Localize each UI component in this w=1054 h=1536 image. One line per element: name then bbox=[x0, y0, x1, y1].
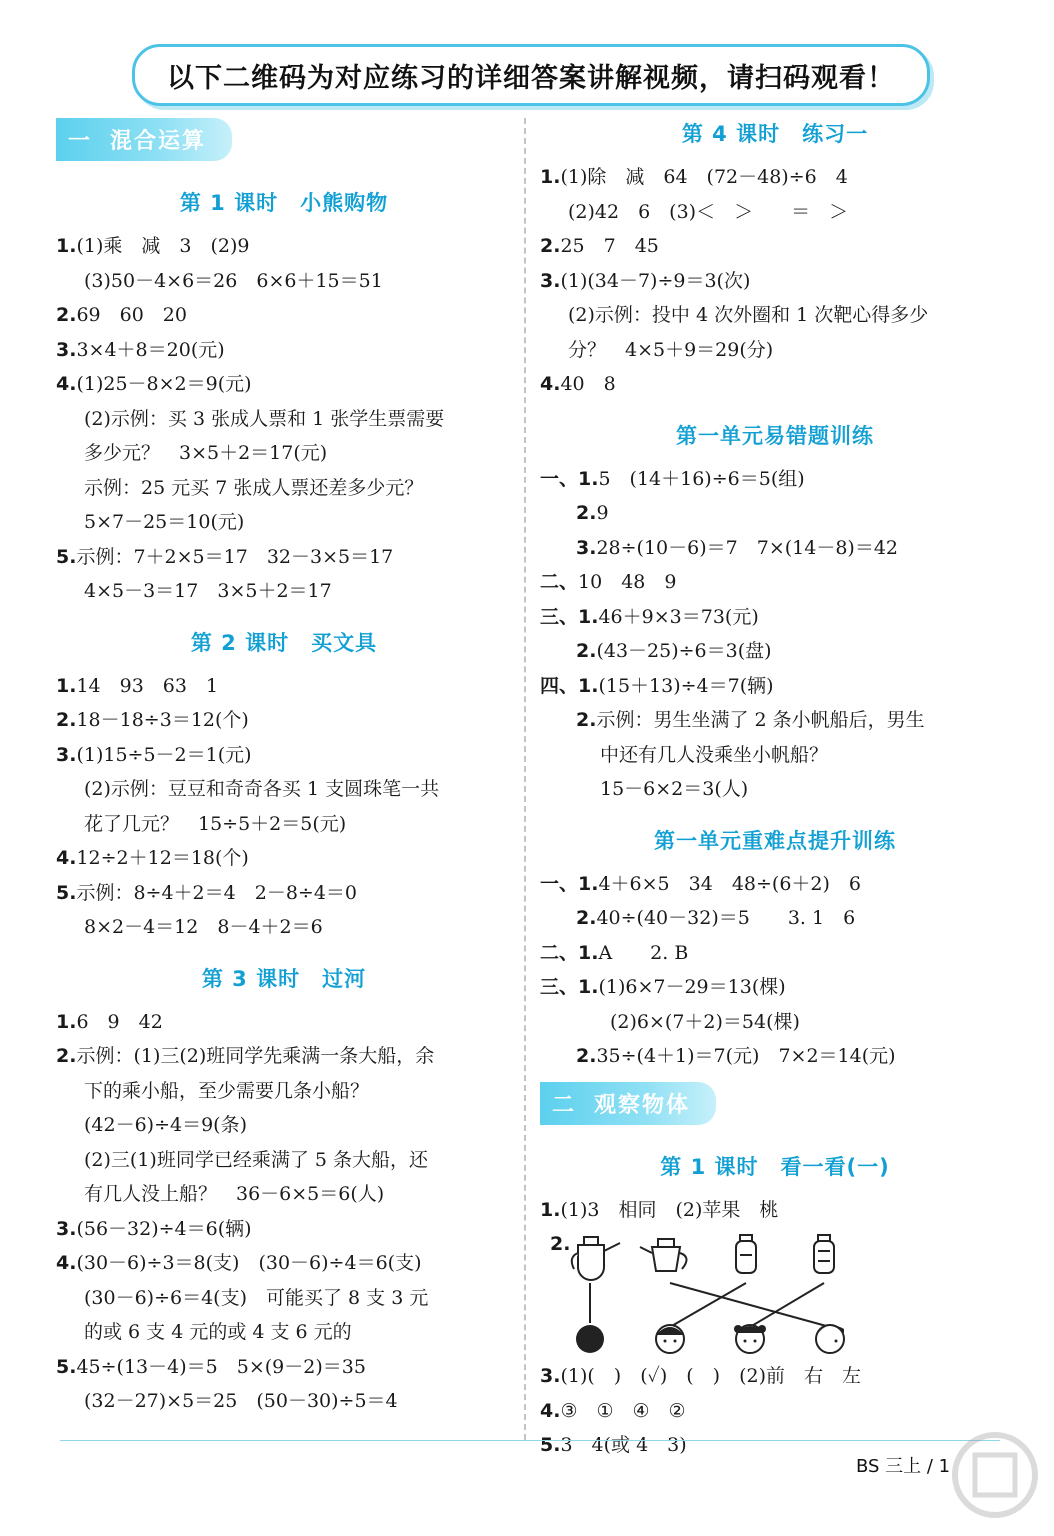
lesson-title: 第 2 课时 买文具 bbox=[190, 630, 378, 655]
answer-line bbox=[56, 505, 512, 540]
question-number: 二、 bbox=[540, 571, 579, 593]
answer-text: 中还有几人没乘坐小帆船？ bbox=[600, 743, 829, 766]
answer-line bbox=[56, 367, 512, 402]
question-number: 3. bbox=[56, 338, 77, 361]
answer-text: (2)三(1)班同学已经乘满了 5 条大船，还 bbox=[84, 1148, 428, 1171]
answer-text: 28÷(10－6)＝7 7×(14－8)＝42 bbox=[596, 536, 899, 559]
lesson-title: 第 1 课时 看一看(一) bbox=[660, 1154, 890, 1179]
teapot-children-svg bbox=[540, 1227, 1010, 1359]
unit-number: 二 bbox=[552, 1092, 577, 1118]
answer-line bbox=[56, 1039, 512, 1074]
question-number: 4. bbox=[56, 1252, 77, 1274]
question-number: 5. bbox=[56, 545, 77, 568]
lesson-answers bbox=[540, 160, 1010, 402]
answer-text: 分？ 4×5＋9＝29(分) bbox=[568, 338, 774, 361]
answer-line bbox=[540, 901, 1010, 936]
lesson-title: 第 4 课时 练习一 bbox=[681, 122, 869, 146]
answer-text: 4×5－3＝17 3×5＋2＝17 bbox=[84, 580, 332, 602]
answer-line bbox=[540, 669, 1010, 704]
answer-text: (2)6×(7＋2)＝54(棵) bbox=[610, 1010, 800, 1033]
question-number: 2. bbox=[540, 235, 561, 257]
answer-line bbox=[540, 367, 1010, 402]
answer-text: 多少元？ 3×5＋2＝17(元) bbox=[84, 442, 328, 464]
answer-line bbox=[56, 574, 512, 609]
answer-text: (1)25－8×2＝9(元) bbox=[76, 373, 252, 395]
answer-text: (30－6)÷6＝4(支) 可能买了 8 支 3 元 bbox=[84, 1286, 429, 1309]
answer-text: (56－32)÷4＝6(辆) bbox=[76, 1217, 252, 1240]
teapot-matching-figure bbox=[540, 1227, 1010, 1359]
question-number: 4. bbox=[56, 847, 77, 869]
answer-text: 40÷(40－32)＝5 3. 1 6 bbox=[596, 907, 856, 929]
answer-text: 18－18÷3＝12(个) bbox=[76, 709, 249, 731]
answer-line bbox=[56, 1246, 512, 1281]
answer-line bbox=[540, 867, 1010, 902]
right-column bbox=[540, 110, 1010, 1463]
answer-line bbox=[540, 160, 1010, 195]
answer-line bbox=[540, 333, 1010, 368]
answer-line bbox=[56, 669, 512, 704]
qr-video-banner: 以下二维码为对应练习的详细答案讲解视频，请扫码观看！ bbox=[132, 44, 930, 106]
answer-text: 14 93 63 1 bbox=[76, 674, 219, 697]
teapot-icon bbox=[736, 1235, 756, 1273]
unit-heading-observe-objects bbox=[540, 1082, 716, 1125]
answer-text: (42－6)÷4＝9(条) bbox=[84, 1114, 248, 1136]
answer-line bbox=[56, 1143, 512, 1178]
page-footer: BS 三上 / 1 bbox=[856, 1456, 951, 1477]
answer-text: ③ ① ④ ② bbox=[560, 1399, 686, 1422]
unit-number: 一 bbox=[68, 129, 93, 154]
answer-line bbox=[540, 634, 1010, 669]
answer-text: (1)3 相同 (2)苹果 桃 bbox=[560, 1198, 779, 1221]
answer-text: (3)50－4×6＝26 6×6＋15＝51 bbox=[84, 269, 383, 292]
answer-text: (2)42 6 (3)＜ ＞ ＝ ＞ bbox=[568, 200, 849, 223]
answer-line bbox=[540, 600, 1010, 635]
answer-text: 25 7 45 bbox=[560, 235, 659, 257]
answer-line bbox=[56, 1074, 512, 1109]
answer-text: (1)乘 减 3 (2)9 bbox=[76, 235, 250, 257]
answer-text: 的或 6 支 4 元的或 4 支 6 元的 bbox=[84, 1321, 352, 1343]
answer-text: 10 48 9 bbox=[578, 571, 677, 593]
answer-line bbox=[56, 772, 512, 807]
answer-line bbox=[540, 970, 1010, 1005]
child-back-icon bbox=[576, 1325, 604, 1353]
answer-text: 示例：8÷4＋2＝4 2－8÷4＝0 bbox=[76, 881, 358, 904]
question-number: 三、1. bbox=[540, 605, 599, 628]
lesson-title: 第 3 课时 过河 bbox=[201, 966, 367, 991]
answer-text: 9 bbox=[596, 502, 609, 524]
answer-text: (1)除 减 64 (72－48)÷6 4 bbox=[560, 166, 848, 188]
question-number: 1. bbox=[540, 1198, 561, 1221]
answer-line bbox=[56, 1384, 512, 1419]
question-number: 2. bbox=[576, 502, 597, 524]
answer-line bbox=[56, 841, 512, 876]
question-number: 2. bbox=[576, 640, 597, 662]
unit-heading-mixed-operations bbox=[56, 118, 232, 161]
question-number: 2. bbox=[550, 1233, 571, 1255]
question-number: 2. bbox=[56, 709, 77, 731]
answer-line bbox=[56, 703, 512, 738]
answer-line bbox=[56, 1005, 512, 1040]
answer-text: 花了几元？ 15÷5＋2＝5(元) bbox=[84, 812, 347, 835]
answer-text: (2)示例：买 3 张成人票和 1 张学生票需要 bbox=[84, 407, 445, 430]
answer-text: (2)示例：投中 4 次外圈和 1 次靶心得多少 bbox=[568, 304, 929, 326]
answer-text: 8×2－4＝12 8－4＋2＝6 bbox=[84, 916, 323, 938]
answer-line bbox=[56, 229, 512, 264]
teapot-icon bbox=[814, 1235, 834, 1273]
answer-text: 有几人没上船？ 36－6×5＝6(人) bbox=[84, 1183, 385, 1205]
answer-line bbox=[540, 1005, 1010, 1040]
answer-line bbox=[56, 1212, 512, 1247]
watermark-logo bbox=[940, 1420, 1050, 1530]
answer-text: (2)示例：豆豆和奇奇各买 1 支圆珠笔一共 bbox=[84, 778, 440, 800]
answer-line bbox=[56, 436, 512, 471]
answer-line bbox=[56, 1315, 512, 1350]
lesson-answers bbox=[56, 1005, 512, 1419]
question-number: 一、1. bbox=[540, 467, 599, 490]
answer-text: (30－6)÷3＝8(支) (30－6)÷4＝6(支) bbox=[76, 1252, 422, 1274]
question-number: 一、1. bbox=[540, 872, 599, 895]
answer-line bbox=[540, 703, 1010, 738]
answer-line bbox=[540, 1359, 1010, 1394]
answer-text: 46＋9×3＝73(元) bbox=[598, 605, 759, 628]
answer-line bbox=[540, 462, 1010, 497]
question-number: 4. bbox=[540, 373, 561, 395]
answer-line bbox=[56, 540, 512, 575]
question-number: 5. bbox=[56, 881, 77, 904]
answer-line bbox=[56, 333, 512, 368]
answer-line bbox=[56, 910, 512, 945]
answer-text: 6 9 42 bbox=[76, 1010, 163, 1033]
answer-line bbox=[56, 1108, 512, 1143]
teapot-icon bbox=[572, 1237, 620, 1280]
answer-line bbox=[540, 496, 1010, 531]
answer-line bbox=[540, 1193, 1010, 1228]
unit-title: 混合运算 bbox=[110, 129, 207, 154]
answer-text: 3×4＋8＝20(元) bbox=[76, 338, 225, 361]
answer-text: (1)(34－7)÷9＝3(次) bbox=[560, 269, 751, 292]
answer-text: (32－27)×5＝25 (50－30)÷5＝4 bbox=[84, 1390, 398, 1412]
answer-line bbox=[56, 807, 512, 842]
section-title: 第一单元易错题训练 bbox=[676, 423, 874, 448]
lesson-title: 第 1 课时 小熊购物 bbox=[179, 191, 389, 215]
column-divider bbox=[524, 118, 526, 1440]
answer-text: 40 8 bbox=[560, 373, 616, 395]
question-number: 5. bbox=[540, 1434, 561, 1456]
answer-text: 示例：(1)三(2)班同学先乘满一条大船，余 bbox=[76, 1045, 435, 1067]
answer-text: 3 4(或 4 3) bbox=[560, 1434, 687, 1456]
question-number: 三、1. bbox=[540, 976, 599, 998]
answer-line bbox=[56, 471, 512, 506]
answer-line bbox=[56, 1177, 512, 1212]
answer-text: (1)6×7－29＝13(棵) bbox=[598, 976, 786, 998]
answer-text: A 2. B bbox=[598, 941, 689, 964]
answer-line bbox=[540, 531, 1010, 566]
question-number: 四、1. bbox=[540, 674, 599, 697]
answer-line bbox=[540, 936, 1010, 971]
answer-line bbox=[56, 1281, 512, 1316]
answer-line bbox=[540, 565, 1010, 600]
answer-text: (15＋13)÷4＝7(辆) bbox=[598, 674, 774, 697]
lesson-answers bbox=[56, 229, 512, 609]
question-number: 2. bbox=[576, 907, 597, 929]
question-number: 3. bbox=[576, 536, 597, 559]
answer-text: 5 (14＋16)÷6＝5(组) bbox=[598, 467, 805, 490]
question-number: 3. bbox=[56, 743, 77, 766]
answer-text: 示例：7＋2×5＝17 32－3×5＝17 bbox=[76, 545, 394, 568]
match-line bbox=[750, 1283, 824, 1327]
answer-text: 15－6×2＝3(人) bbox=[600, 778, 749, 800]
answer-text: 69 60 20 bbox=[76, 304, 187, 326]
lesson-answers bbox=[540, 1193, 1010, 1228]
lesson-answers bbox=[56, 669, 512, 945]
answer-line bbox=[540, 738, 1010, 773]
left-column bbox=[56, 110, 512, 1419]
answer-text: (1)( ) (✓) ( ) (2)前 右 左 bbox=[560, 1365, 862, 1387]
answer-line bbox=[540, 772, 1010, 807]
question-number: 4. bbox=[56, 373, 77, 395]
question-number: 2. bbox=[56, 1045, 77, 1067]
answer-line bbox=[540, 1039, 1010, 1074]
answer-text: 35÷(4＋1)＝7(元) 7×2＝14(元) bbox=[596, 1045, 896, 1067]
question-number: 二、1. bbox=[540, 941, 599, 964]
answer-text: 下的乘小船，至少需要几条小船？ bbox=[84, 1079, 370, 1102]
answer-line bbox=[540, 298, 1010, 333]
question-number: 1. bbox=[56, 1010, 77, 1033]
child-side-icon bbox=[816, 1325, 844, 1353]
answer-line bbox=[56, 876, 512, 911]
answer-line bbox=[540, 264, 1010, 299]
child-face-icon bbox=[656, 1325, 684, 1353]
answer-line bbox=[56, 298, 512, 333]
match-line bbox=[670, 1283, 746, 1327]
answer-text: (43－25)÷6＝3(盘) bbox=[596, 640, 772, 662]
question-number: 1. bbox=[56, 235, 77, 257]
answer-line bbox=[56, 738, 512, 773]
question-number: 2. bbox=[576, 709, 597, 731]
section-title: 第一单元重难点提升训练 bbox=[654, 828, 896, 853]
answer-line bbox=[56, 402, 512, 437]
answer-line bbox=[56, 264, 512, 299]
answer-text: 示例：25 元买 7 张成人票还差多少元？ bbox=[84, 476, 424, 499]
answer-text: 4＋6×5 34 48÷(6＋2) 6 bbox=[598, 872, 862, 895]
answer-line bbox=[540, 229, 1010, 264]
question-number: 2. bbox=[56, 304, 77, 326]
unit-title: 观察物体 bbox=[594, 1092, 691, 1118]
question-number: 4. bbox=[540, 1399, 561, 1422]
answer-text: 5×7－25＝10(元) bbox=[84, 511, 245, 533]
question-number: 3. bbox=[540, 269, 561, 292]
question-number: 3. bbox=[56, 1217, 77, 1240]
question-number: 2. bbox=[576, 1045, 597, 1067]
question-number: 1. bbox=[56, 674, 77, 697]
question-number: 5. bbox=[56, 1355, 77, 1378]
child-face-icon bbox=[734, 1325, 766, 1353]
answer-text: 12÷2＋12＝18(个) bbox=[76, 847, 249, 869]
answer-line bbox=[540, 195, 1010, 230]
match-line bbox=[670, 1283, 830, 1327]
answer-text: (1)15÷5－2＝1(元) bbox=[76, 743, 252, 766]
answer-line bbox=[56, 1350, 512, 1385]
teapot-icon bbox=[640, 1239, 687, 1271]
section-answers bbox=[540, 867, 1010, 1074]
question-number: 1. bbox=[540, 166, 561, 188]
footer-rule bbox=[60, 1440, 1000, 1441]
answer-text: 45÷(13－4)＝5 5×(9－2)＝35 bbox=[76, 1355, 366, 1378]
section-answers bbox=[540, 462, 1010, 807]
question-number: 3. bbox=[540, 1365, 561, 1387]
answer-text: 示例：男生坐满了 2 条小帆船后，男生 bbox=[596, 709, 925, 731]
